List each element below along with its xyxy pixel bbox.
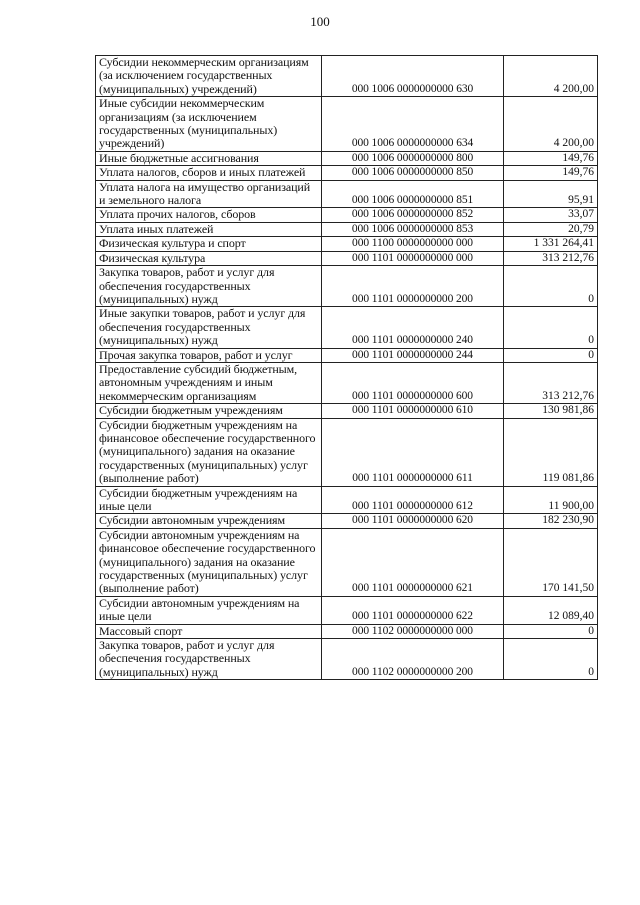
row-code: 000 1101 0000000000 000: [322, 251, 504, 265]
row-name: Физическая культура: [96, 251, 322, 265]
row-name: Субсидии бюджетным учреждениям: [96, 404, 322, 418]
row-name: Уплата прочих налогов, сборов: [96, 208, 322, 222]
row-code: 000 1101 0000000000 240: [322, 307, 504, 348]
row-name: Субсидии бюджетным учреждениям на иные цели: [96, 486, 322, 514]
row-amount: 0: [504, 266, 598, 307]
row-amount: 130 981,86: [504, 404, 598, 418]
row-amount: 182 230,90: [504, 514, 598, 528]
row-name: Субсидии автономным учреждениям на финансовое обеспечение государственного (муниципального) задания на оказание государственных (муниципальных) услуг (выполнение работ): [96, 528, 322, 596]
row-code: 000 1101 0000000000 244: [322, 348, 504, 362]
table-row: [96, 56, 598, 97]
row-name: Уплата налогов, сборов и иных платежей: [96, 166, 322, 180]
row-name: Иные бюджетные ассигнования: [96, 151, 322, 165]
row-amount: 20,79: [504, 222, 598, 236]
row-amount: 170 141,50: [504, 528, 598, 596]
table-row: [96, 151, 598, 165]
row-amount: 11 900,00: [504, 486, 598, 514]
row-code: 000 1101 0000000000 620: [322, 514, 504, 528]
table-row: [96, 486, 598, 514]
page-number: 100: [310, 14, 330, 29]
table-row: [96, 166, 598, 180]
row-code: 000 1006 0000000000 851: [322, 180, 504, 208]
row-amount: 4 200,00: [504, 56, 598, 97]
budget-table: [95, 55, 598, 680]
table-row: [96, 362, 598, 403]
row-amount: 119 081,86: [504, 418, 598, 486]
table-row: [96, 624, 598, 638]
row-code: 000 1102 0000000000 200: [322, 639, 504, 680]
row-name: Физическая культура и спорт: [96, 237, 322, 251]
table-row: [96, 404, 598, 418]
row-amount: 12 089,40: [504, 596, 598, 624]
table-row: [96, 514, 598, 528]
row-code: 000 1006 0000000000 800: [322, 151, 504, 165]
table-row: [96, 208, 598, 222]
row-amount: 313 212,76: [504, 362, 598, 403]
row-code: 000 1006 0000000000 634: [322, 97, 504, 152]
row-amount: 313 212,76: [504, 251, 598, 265]
table-row: [96, 222, 598, 236]
row-amount: 4 200,00: [504, 97, 598, 152]
row-name: Закупка товаров, работ и услуг для обеспечения государственных (муниципальных) нужд: [96, 266, 322, 307]
row-code: 000 1100 0000000000 000: [322, 237, 504, 251]
table-row: [96, 237, 598, 251]
row-code: 000 1006 0000000000 853: [322, 222, 504, 236]
row-name: Субсидии автономным учреждениям на иные цели: [96, 596, 322, 624]
row-name: Закупка товаров, работ и услуг для обеспечения государственных (муниципальных) нужд: [96, 639, 322, 680]
row-amount: 149,76: [504, 151, 598, 165]
row-amount: 0: [504, 307, 598, 348]
row-code: 000 1101 0000000000 610: [322, 404, 504, 418]
table-row: [96, 418, 598, 486]
table-row: [96, 97, 598, 152]
table-row: [96, 307, 598, 348]
table-row: [96, 528, 598, 596]
row-amount: 33,07: [504, 208, 598, 222]
table-row: [96, 348, 598, 362]
row-code: 000 1006 0000000000 850: [322, 166, 504, 180]
row-code: 000 1101 0000000000 622: [322, 596, 504, 624]
row-name: Прочая закупка товаров, работ и услуг: [96, 348, 322, 362]
row-amount: 95,91: [504, 180, 598, 208]
row-name: Субсидии автономным учреждениям: [96, 514, 322, 528]
table-row: [96, 266, 598, 307]
table-row: [96, 596, 598, 624]
row-name: Уплата налога на имущество организаций и земельного налога: [96, 180, 322, 208]
row-amount: 0: [504, 348, 598, 362]
row-code: 000 1101 0000000000 600: [322, 362, 504, 403]
row-name: Уплата иных платежей: [96, 222, 322, 236]
row-name: Массовый спорт: [96, 624, 322, 638]
row-code: 000 1006 0000000000 852: [322, 208, 504, 222]
row-name: Предоставление субсидий бюджетным, автономным учреждениям и иным некоммерческим организациям: [96, 362, 322, 403]
row-amount: 0: [504, 639, 598, 680]
row-code: 000 1101 0000000000 621: [322, 528, 504, 596]
table-row: [96, 639, 598, 680]
row-amount: 0: [504, 624, 598, 638]
table-row: [96, 180, 598, 208]
row-code: 000 1101 0000000000 612: [322, 486, 504, 514]
row-amount: 149,76: [504, 166, 598, 180]
row-name: Субсидии бюджетным учреждениям на финансовое обеспечение государственного (муниципального) задания на оказание государственных (муниципальных) услуг (выполнение работ): [96, 418, 322, 486]
row-name: Иные закупки товаров, работ и услуг для обеспечения государственных (муниципальных) нужд: [96, 307, 322, 348]
row-amount: 1 331 264,41: [504, 237, 598, 251]
row-code: 000 1101 0000000000 200: [322, 266, 504, 307]
row-name: Субсидии некоммерческим организациям (за исключением государственных (муниципальных) учреждений): [96, 56, 322, 97]
budget-table-body: [96, 56, 598, 680]
table-row: [96, 251, 598, 265]
row-code: 000 1101 0000000000 611: [322, 418, 504, 486]
row-code: 000 1102 0000000000 000: [322, 624, 504, 638]
row-code: 000 1006 0000000000 630: [322, 56, 504, 97]
row-name: Иные субсидии некоммерческим организациям (за исключением государственных (муниципальных) учреждений): [96, 97, 322, 152]
